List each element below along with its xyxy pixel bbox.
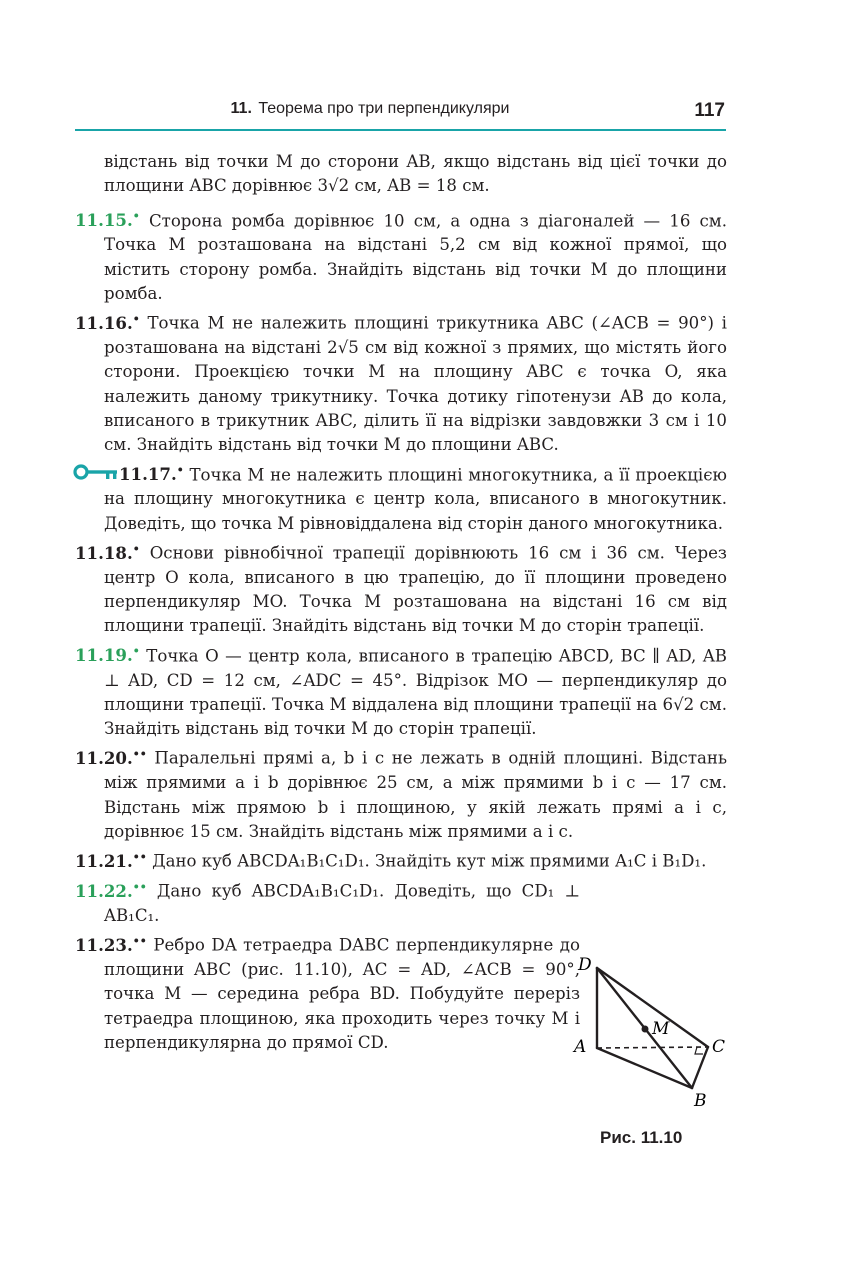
problem-text: Дано куб ABCDA₁B₁C₁D₁. Доведіть, що CD₁ ⊥ AB₁C₁.: [104, 881, 580, 925]
problem-number: 11.20.••: [75, 747, 147, 769]
header-rule: [75, 129, 726, 131]
problem-11-15: [75, 205, 727, 307]
problem-text: Паралельні прямі a, b і c не лежать в одній площині. Відстань між прямими a і b дорівнює 25 см, а між прямими b і c — 17 см. Відстань між прямою b і площиною, у якій лежать прямі a і c, дорівнює 15 см. Знайдіть відстань між прямими a і c.: [104, 749, 727, 841]
problem-text: Точка M не належить площині многокутника, а її проекцією на площину многокутника є центр кола, вписаного в многокутник. Доведіть, що точка M рівновіддалена від сторін даного многокутника.: [104, 465, 727, 533]
problem-number: 11.17.•: [119, 463, 184, 485]
problem-11-22: [75, 875, 580, 928]
page-content: [75, 150, 727, 1056]
problem-11-17: [75, 459, 727, 536]
edge-ab: [597, 1048, 692, 1088]
page-header: [75, 100, 725, 128]
problem-number: 11.19.•: [75, 644, 140, 666]
problem-text: Основи рівнобічної трапеції дорівнюють 16 см і 36 см. Через центр O кола, вписаного в цю трапецію, до її площини проведено перпендикуляр MO. Точка M розташована на відстані 16 см від площини трапеції. Знайдіть відстань від точки M до сторін трапеції.: [104, 543, 727, 636]
problem-number: 11.18.•: [75, 542, 140, 563]
edge-ac-hidden: [597, 1047, 708, 1048]
problem-text: Ребро DA тетраедра DABC перпендикулярне до площини ABC (рис. 11.10), AC = AD, ∠ACB = 90°, точка M — середина ребра BD. Побудуйте переріз тетраедра площиною, яка проходить через точку M і перпендикулярна до прямої CD.: [104, 935, 580, 1052]
problem-text: Точка M не належить площині трикутника ABC (∠ACB = 90°) і розташована на відстані 2√5 см від кожної з прямих, що містять його сторони. Проекцією точки M на площину ABC є точка O, яка належить даному трикутнику. Точка дотику гіпотенузи AB до кола, вписаного в трикутник ABC, ділить її на відрізки завдовжки 3 см і 10 см. Знайдіть відстань від точки M до площини ABC.: [104, 313, 727, 455]
tetrahedron-drawing: [570, 950, 730, 1120]
problem-11-19: [75, 640, 727, 742]
running-title: [75, 100, 665, 118]
chapter-title: Теорема про три перпендикуляри: [258, 100, 510, 117]
problem-text: Дано куб ABCDA₁B₁C₁D₁. Знайдіть кут між прямими A₁C і B₁D₁.: [152, 851, 707, 871]
edge-cb: [692, 1047, 708, 1088]
label-m: M: [652, 1019, 670, 1039]
figure-caption: Рис. 11.10: [600, 1128, 683, 1147]
point-m: [642, 1026, 649, 1033]
problem-text: Сторона ромба дорівнює 10 см, а одна з діагоналей — 16 см. Точка M розташована на відстані 5,2 см від кожної прямої, що містить сторону ромба. Знайдіть відстань від точки M до площини ромба.: [104, 211, 727, 304]
label-d: D: [578, 955, 592, 975]
problem-number: 11.16.•: [75, 312, 140, 333]
problem-number: 11.21.••: [75, 850, 147, 871]
problem-number: 11.15.•: [75, 209, 140, 231]
continued-text: відстань від точки M до сторони AB, якщо відстань від цієї точки до площини ABC дорівнює 3√2 см, AB = 18 см.: [104, 152, 727, 196]
problem-text: Точка O — центр кола, вписаного в трапецію ABCD, BC ∥ AD, AB ⊥ AD, CD = 12 см, ∠ADC = 45°. Відрізок MO — перпендикуляр до площини трапеції. Точка M віддалена від площини трапеції на 6√2 см. Знайдіть відстань від точки M до сторін трапеції.: [104, 646, 727, 739]
page-number: 117: [694, 100, 725, 121]
problem-number: 11.23.••: [75, 934, 147, 955]
problem-number: 11.22.••: [75, 880, 147, 901]
problem-11-16: [75, 307, 727, 457]
label-c: C: [712, 1037, 726, 1057]
right-angle-mark: [695, 1047, 703, 1054]
problem-11-18: [75, 537, 727, 639]
problem-11-23: [75, 929, 580, 1055]
problem-11-20: [75, 742, 727, 844]
problem-11-21: [75, 845, 727, 874]
label-b: B: [694, 1091, 707, 1111]
chapter-number: 11.: [230, 100, 252, 117]
label-a: A: [574, 1037, 587, 1057]
key-icon: [73, 463, 119, 487]
